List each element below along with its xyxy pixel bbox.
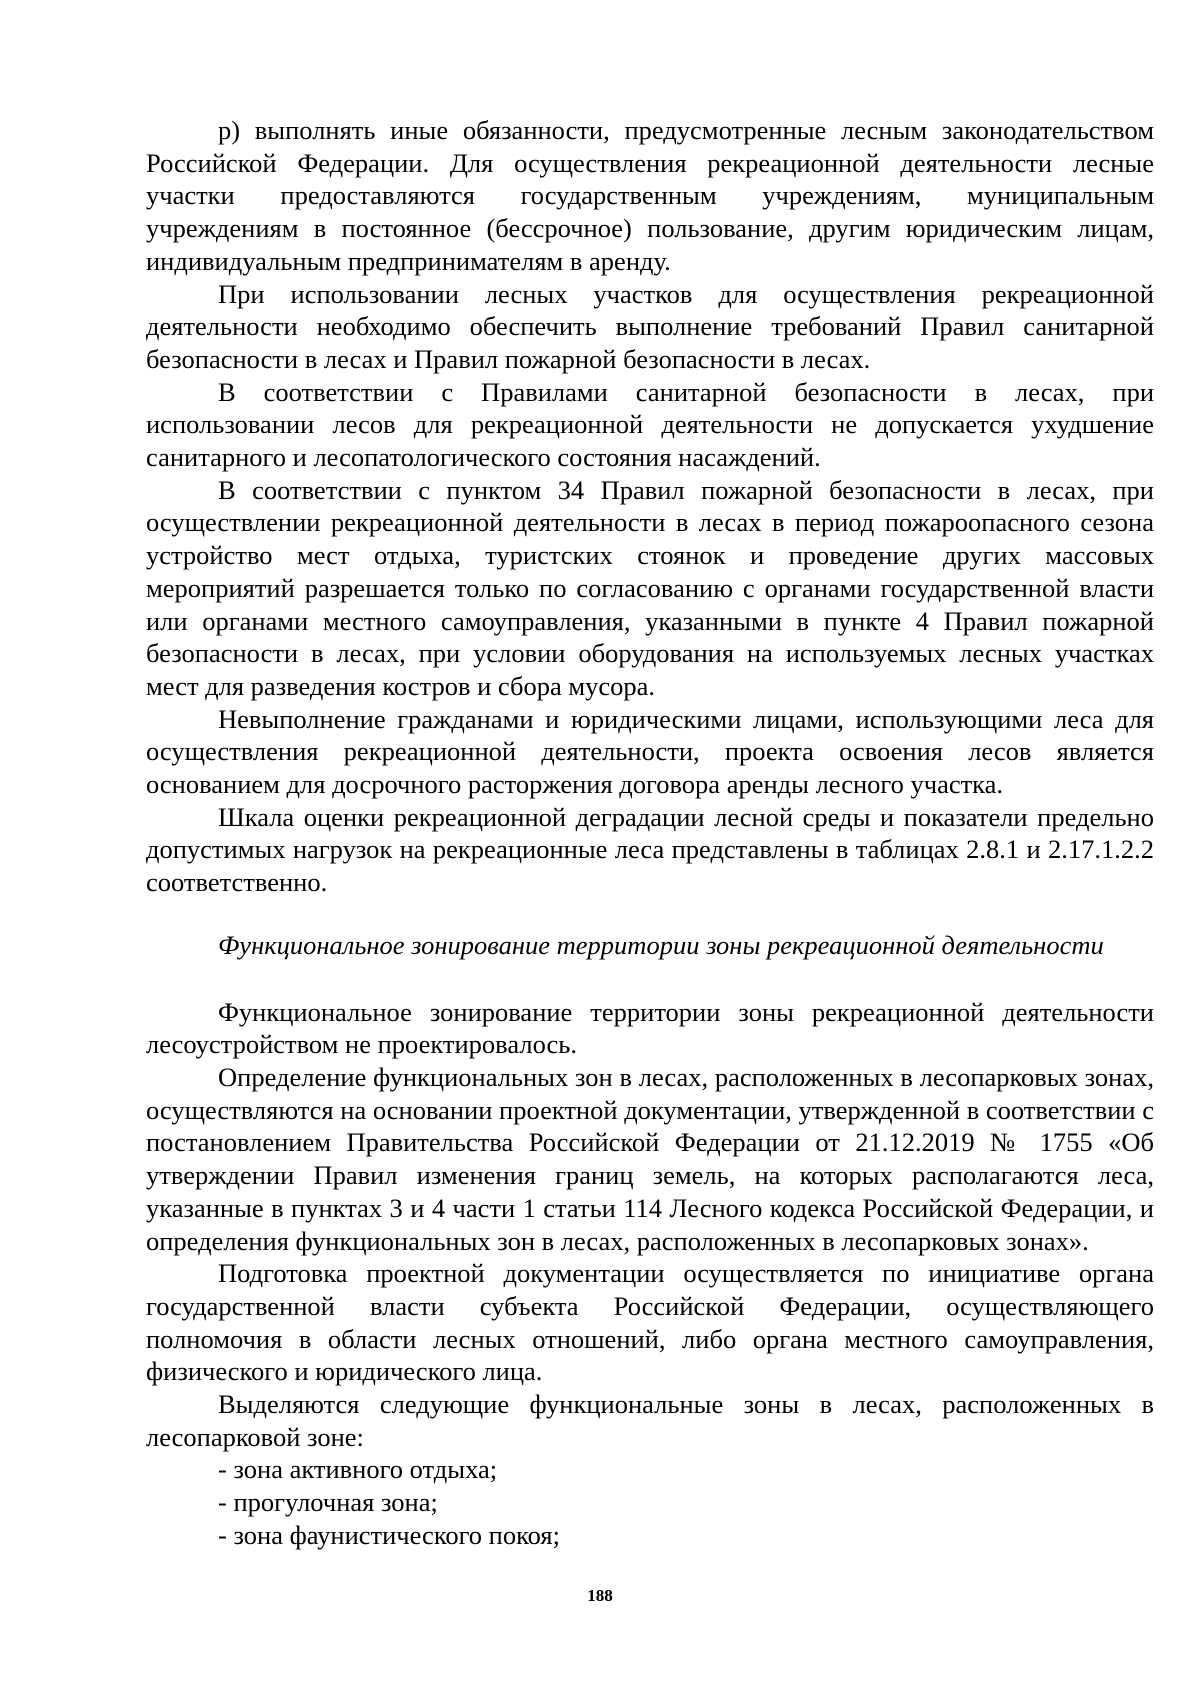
paragraph-degradation-scale: Шкала оценки рекреационной деградации лесной среды и показатели предельно допустимых нагрузок на рекреационные леса представлены в таблицах 2.8.1 и 2.17.1.2.2 соответственно. — [146, 801, 1154, 898]
spacer — [146, 899, 1154, 929]
list-item: - зона активного отдыха; — [218, 1454, 498, 1485]
list-item: - зона фаунистического покоя; — [218, 1519, 560, 1550]
paragraph-zones-intro: Выделяются следующие функциональные зоны в лесах, расположенных в лесопарковой зоне: — [146, 1389, 1154, 1452]
page-body — [146, 114, 1154, 1552]
paragraph-documentation-preparation: Подготовка проектной документации осуществляется по инициативе органа государственной власти субъекта Российской Федерации, осуществляющего полномочия в области лесных отношений, либо органа местного самоуправления, физического и юридического лица. — [146, 1258, 1154, 1387]
paragraph-zoning-not-designed: Функциональное зонирование территории зоны рекреационной деятельности лесоустройством не проектировалось. — [146, 996, 1154, 1060]
spacer — [146, 962, 1154, 996]
paragraph-fire-safety: В соответствии с пунктом 34 Правил пожарной безопасности в лесах, при осуществлении рекреационной деятельности в лесах в период пожароопасного сезона устройство мест отдыха, туристских стоянок и проведение других массовых мероприятий разрешается только по согласованию с органами государственной власти или органами местного самоуправления, указанными в пункте 4 Правил пожарной безопасности в лесах, при условии оборудования на используемых лесных участках мест для разведения костров и сбора мусора. — [146, 474, 1154, 701]
paragraph-obligations: р) выполнять иные обязанности, предусмотренные лесным законодательством Российской Федерации. Для осуществления рекреационной деятельности лесные участки предоставляются государственным учреждениям, муниципальным учреждениям в постоянное (бессрочное) пользование, другим юридическим лицам, индивидуальным предпринимателям в аренду. — [146, 115, 1154, 276]
list-item: - прогулочная зона; — [218, 1487, 438, 1518]
paragraph-lease-termination: Невыполнение гражданами и юридическими лицами, использующими леса для осуществления рекреационной деятельности, проекта освоения лесов является основанием для досрочного расторжения договора аренды лесного участка. — [146, 703, 1154, 800]
paragraph-zone-definition: Определение функциональных зон в лесах, расположенных в лесопарковых зонах, осуществляются на основании проектной документации, утвержденной в соответствии с постановлением Правительства Российской Федерации от 21.12.2019 № 1755 «Об утверждении Правил изменения границ земель, на которых располагаются леса, указанные в пунктах 3 и 4 части 1 статьи 114 Лесного кодекса Российской Федерации, и определения функциональных зон в лесах, расположенных в лесопарковых зонах». — [146, 1061, 1154, 1256]
page-number: 188 — [587, 1586, 613, 1605]
paragraph-safety-requirements: При использовании лесных участков для осуществления рекреационной деятельности необходимо обеспечить выполнение требований Правил санитарной безопасности в лесах и Правил пожарной безопасности в лесах. — [146, 278, 1154, 374]
paragraph-sanitary-rules: В соответствии с Правилами санитарной безопасности в лесах, при использовании лесов для рекреационной деятельности не допускается ухудшение санитарного и лесопатологического состояния насаждений. — [146, 376, 1154, 473]
section-heading: Функциональное зонирование территории зоны рекреационной деятельности — [218, 929, 1104, 960]
